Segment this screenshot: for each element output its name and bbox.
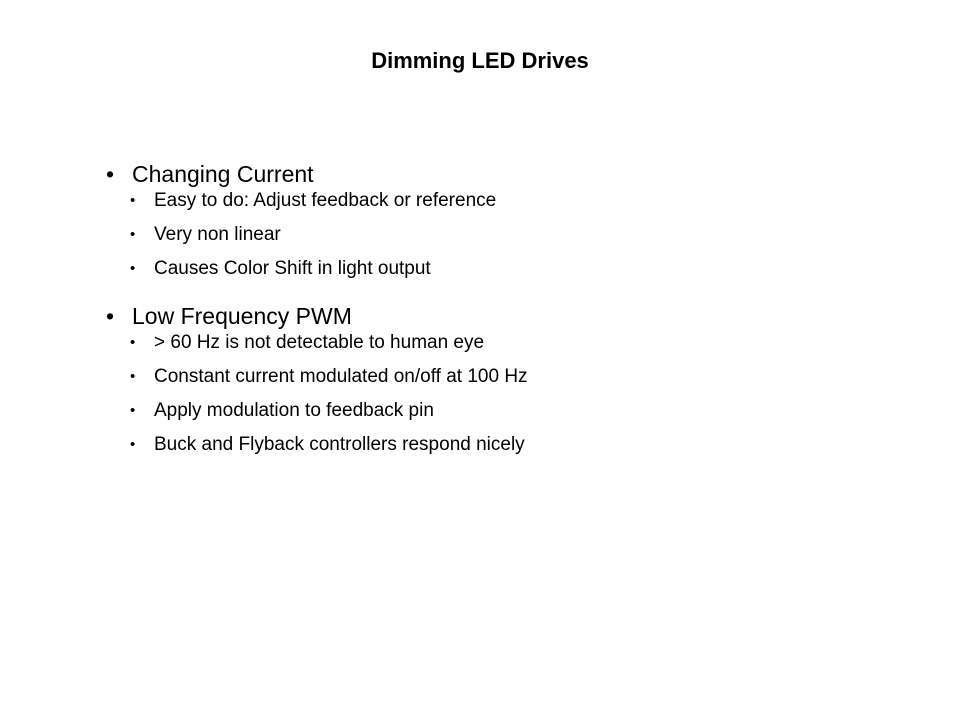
list-item: • Constant current modulated on/off at 100 Hz: [130, 366, 528, 387]
bullet-icon: •: [106, 303, 115, 329]
section-heading-low-frequency-pwm: • Low Frequency PWM: [106, 303, 352, 329]
bullet-icon: •: [130, 260, 136, 277]
bullet-icon: •: [130, 436, 136, 453]
list-item: • Causes Color Shift in light output: [130, 258, 431, 279]
slide-title: Dimming LED Drives: [371, 48, 589, 73]
list-item: • Apply modulation to feedback pin: [130, 400, 434, 421]
list-item: • Very non linear: [130, 224, 281, 245]
bullet-icon: •: [130, 368, 136, 385]
list-item: • > 60 Hz is not detectable to human eye: [130, 332, 485, 353]
bullet-icon: •: [130, 192, 136, 209]
bullet-icon: •: [130, 226, 136, 243]
section-heading-changing-current: • Changing Current: [106, 161, 314, 187]
list-item: • Buck and Flyback controllers respond nicely: [130, 434, 525, 455]
list-item: • Easy to do: Adjust feedback or reference: [130, 190, 497, 211]
bullet-icon: •: [130, 402, 136, 419]
bullet-icon: •: [130, 334, 136, 351]
bullet-icon: •: [106, 161, 115, 187]
